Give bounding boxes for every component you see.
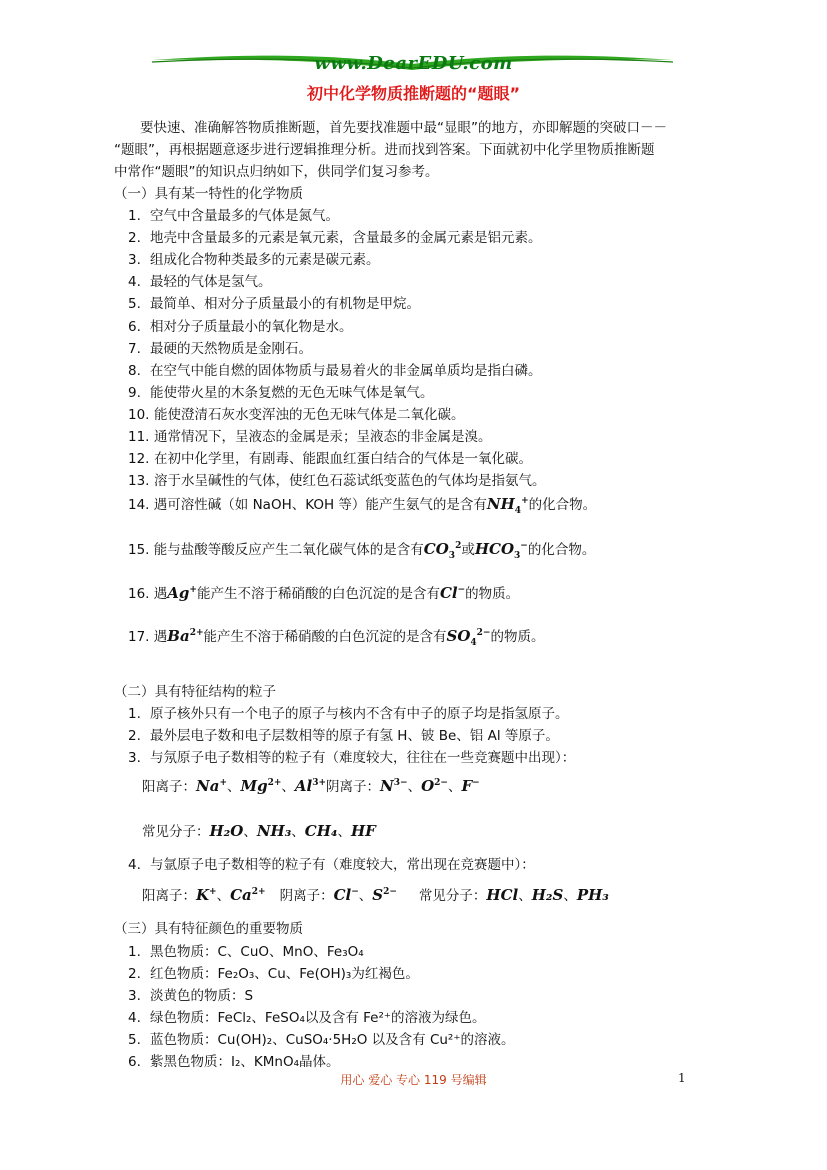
item-text: 黑色物质：C、CuO、MnO、Fe₃O₄	[150, 944, 364, 960]
ion-formula	[461, 777, 479, 795]
list-item	[128, 940, 364, 960]
separator: 、	[447, 779, 462, 795]
item-text-end: 的化合物。	[527, 542, 596, 558]
list-item	[128, 270, 272, 290]
item-text: 通常情况下，呈液态的金属是汞；呈液态的非金属是溴。	[154, 429, 492, 445]
ion-charge: −	[472, 778, 480, 788]
ion-formula	[372, 886, 397, 904]
item-text-mid: 或	[461, 542, 475, 558]
item-text: 与氩原子电子数相等的粒子有（难度较大，常出现在竞赛题中）：	[150, 857, 535, 873]
item-number: 5.	[128, 296, 141, 312]
intro-line-2: “题眼”，再根据题意逐步进行逻辑推理分析。进而找到答案。下面就初中化学里物质推断题	[114, 142, 655, 158]
ion-subscript: 4	[514, 506, 522, 516]
separator: 、	[216, 888, 231, 904]
ion-formula	[196, 886, 217, 904]
ion-symbol: HCO	[474, 540, 515, 558]
neon-cation-list	[196, 779, 326, 795]
list-item-14	[128, 493, 596, 516]
item-text: 地壳中含量最多的元素是氧元素，含量最多的金属元素是铝元素。	[150, 230, 542, 246]
ion-formula	[196, 777, 227, 795]
ion-symbol: Ca	[230, 886, 252, 904]
list-item	[128, 1050, 340, 1070]
item-text: 空气中含量最多的气体是氮气。	[150, 208, 339, 224]
molecule-formula: PH₃	[576, 886, 609, 904]
anions-label: 阴离子：	[326, 779, 381, 795]
ion-symbol: NH	[486, 495, 515, 513]
section-3-heading: （三）具有特征颜色的重要物质	[114, 921, 303, 937]
ion-symbol: S	[372, 886, 384, 904]
item-number: 3.	[128, 988, 141, 1004]
item-number: 10.	[128, 407, 150, 423]
molecule-formula: CH₄	[304, 822, 338, 840]
item-text: 遇	[153, 586, 168, 602]
ion-charge: −	[520, 541, 528, 551]
site-brand-logo[interactable]: www.DearEDU.com	[314, 53, 513, 74]
item-number: 8.	[128, 363, 141, 379]
ion-formula-chloride	[440, 584, 465, 602]
item-number: 3.	[128, 750, 141, 766]
neon-ions-row	[142, 775, 480, 795]
ion-formula	[486, 495, 529, 516]
list-item	[128, 1006, 486, 1026]
item-number: 6.	[128, 1054, 141, 1070]
ion-subscript: 3	[514, 551, 521, 561]
ion-charge: 2+	[267, 778, 282, 788]
argon-particles-row	[142, 884, 609, 904]
ion-charge: +	[219, 778, 227, 788]
ion-charge: 2−	[383, 887, 397, 897]
section-2-heading: （二）具有特征结构的粒子	[114, 684, 276, 700]
list-item	[128, 984, 253, 1004]
list-item-16	[128, 582, 519, 602]
item-text: 红色物质：Fe₂O₃、Cu、Fe(OH)₃为红褐色。	[150, 966, 419, 982]
ion-symbol: Mg	[240, 777, 268, 795]
item-number: 2.	[128, 728, 141, 744]
item-number: 17.	[128, 629, 150, 645]
item-number: 4.	[128, 857, 141, 873]
item-text: 最轻的气体是氢气。	[150, 274, 272, 290]
item-text-end: 的化合物。	[528, 497, 597, 513]
list-item	[128, 962, 419, 982]
list-item-17	[128, 625, 544, 648]
intro-line-1: 要快速、准确解答物质推断题，首先要找准题中最“显眼”的地方，亦即解题的突破口－－	[140, 120, 667, 136]
ion-charge: −	[351, 887, 359, 897]
intro-line-3: 中常作“题眼”的知识点归纳如下，供同学们复习参考。	[114, 164, 439, 180]
molecules-label: 常见分子：	[418, 888, 487, 904]
separator: 、	[243, 824, 257, 840]
ion-subscript: 4	[470, 638, 477, 648]
item-text: 原子核外只有一个电子的原子与核内不含有中子的原子均是指氢原子。	[150, 706, 569, 722]
ion-symbol: K	[196, 886, 210, 904]
list-item	[128, 204, 339, 224]
ion-charge: 2−	[434, 778, 448, 788]
item-text-mid: 能产生不溶于稀硝酸的白色沉淀的是含有	[203, 629, 447, 645]
cations-label: 阳离子：	[142, 779, 196, 795]
list-item	[128, 248, 380, 268]
ion-symbol: O	[421, 777, 435, 795]
item-number: 6.	[128, 319, 141, 335]
list-item	[128, 226, 542, 246]
list-item	[128, 425, 492, 445]
item-number: 5.	[128, 1032, 141, 1048]
separator: 、	[518, 888, 532, 904]
item-number: 4.	[128, 1010, 141, 1026]
separator: 、	[291, 824, 305, 840]
item-number: 9.	[128, 385, 141, 401]
item-text: 遇可溶性碱（如 NaOH、KOH 等）能产生氨气的是含有	[153, 497, 487, 513]
item-text: 相对分子质量最小的氧化物是水。	[150, 319, 353, 335]
ion-charge: 3−	[393, 778, 408, 788]
list-item	[128, 359, 542, 379]
molecules-label: 常见分子：	[142, 824, 210, 840]
neon-molecules-row	[142, 820, 376, 840]
item-text: 遇	[153, 629, 168, 645]
item-text: 能使澄清石灰水变浑浊的无色无味气体是二氧化碳。	[154, 407, 465, 423]
separator: 、	[563, 888, 577, 904]
ion-formula	[230, 886, 265, 904]
item-number: 4.	[128, 274, 141, 290]
item-text: 淡黄色的物质：S	[150, 988, 254, 1004]
list-item	[128, 337, 312, 357]
item-number: 11.	[128, 429, 150, 445]
item-number: 3.	[128, 252, 141, 268]
ion-formula	[380, 777, 408, 795]
ion-formula-silver	[167, 584, 197, 602]
item-number: 13.	[128, 473, 150, 489]
item-text: 与氖原子电子数相等的粒子有（难度较大，往往在一些竞赛题中出现）：	[150, 750, 576, 766]
molecule-formula: NH₃	[256, 822, 292, 840]
argon-molecule-list	[486, 888, 608, 904]
item-text: 蓝色物质：Cu(OH)₂、CuSO₄·5H₂O 以及含有 Cu²⁺的溶液。	[150, 1032, 515, 1048]
list-item	[128, 1028, 514, 1048]
item-number: 1.	[128, 944, 141, 960]
list-item	[128, 403, 465, 423]
item-text: 能使带火星的木条复燃的无色无味气体是氧气。	[150, 385, 434, 401]
ion-formula-barium	[167, 627, 203, 645]
item-text: 在空气中能自燃的固体物质与最易着火的非金属单质均是指白磷。	[150, 363, 542, 379]
ion-formula	[421, 777, 448, 795]
item-number: 1.	[128, 706, 141, 722]
item-text-mid: 能产生不溶于稀硝酸的白色沉淀的是含有	[196, 586, 440, 602]
ion-formula	[334, 886, 359, 904]
ion-charge: −	[457, 585, 466, 595]
separator: 、	[337, 824, 351, 840]
section-1-heading: （一）具有某一特性的化学物质	[114, 186, 303, 202]
ion-symbol: Cl	[333, 886, 352, 904]
item-text: 最简单、相对分子质量最小的有机物是甲烷。	[150, 296, 420, 312]
list-item-15	[128, 538, 595, 561]
item-number: 12.	[128, 451, 150, 467]
argon-anion-list	[334, 888, 397, 904]
list-item	[128, 702, 569, 722]
ion-charge: 2	[455, 541, 462, 551]
neon-molecule-list	[210, 824, 376, 840]
page-title: 初中化学物质推断题的“题眼”	[306, 84, 521, 103]
list-item	[128, 292, 420, 312]
ion-symbol: Ba	[167, 627, 190, 645]
ion-symbol: CO	[423, 540, 449, 558]
list-item	[128, 853, 535, 873]
molecule-formula: H₂O	[209, 822, 244, 840]
separator: 、	[226, 779, 241, 795]
item-text: 组成化合物种类最多的元素是碳元素。	[150, 252, 380, 268]
ion-charge: +	[521, 496, 529, 506]
ion-symbol: Ag	[167, 584, 190, 602]
ion-formula-bicarbonate	[474, 540, 528, 561]
ion-formula-carbonate	[423, 540, 462, 561]
anions-label: 阴离子：	[279, 888, 334, 904]
list-item	[128, 447, 532, 467]
ion-symbol: N	[380, 777, 394, 795]
list-item	[128, 724, 559, 744]
ion-symbol: Na	[196, 777, 220, 795]
list-item	[128, 469, 546, 489]
item-text: 绿色物质：FeCl₂、FeSO₄以及含有 Fe²⁺的溶液为绿色。	[150, 1010, 486, 1026]
ion-formula	[240, 777, 281, 795]
argon-cation-list	[196, 888, 266, 904]
item-number: 16.	[128, 586, 150, 602]
item-number: 1.	[128, 208, 141, 224]
item-text: 紫黑色物质：I₂、KMnO₄晶体。	[150, 1054, 340, 1070]
ion-symbol: SO	[446, 627, 471, 645]
separator: 、	[281, 779, 295, 795]
item-number: 7.	[128, 341, 141, 357]
ion-charge: +	[189, 585, 197, 595]
item-number: 14.	[128, 497, 150, 513]
cations-label: 阳离子：	[142, 888, 196, 904]
page-number: 1	[678, 1071, 686, 1085]
ion-charge: 3+	[312, 778, 327, 788]
footer-text: 用心 爱心 专心 119 号编辑	[340, 1073, 487, 1087]
neon-anion-list	[380, 779, 480, 795]
ion-charge: +	[209, 887, 217, 897]
separator: 、	[407, 779, 422, 795]
ion-symbol: F	[461, 777, 473, 795]
ion-formula-sulfate	[446, 627, 491, 648]
ion-symbol: Al	[294, 777, 313, 795]
list-item	[128, 315, 353, 335]
item-text: 最硬的天然物质是金刚石。	[150, 341, 312, 357]
item-text: 在初中化学里，有剧毒、能跟血红蛋白结合的气体是一氧化碳。	[154, 451, 532, 467]
item-number: 2.	[128, 230, 141, 246]
list-item	[128, 381, 434, 401]
item-number: 2.	[128, 966, 141, 982]
item-text: 最外层电子数和电子层数相等的原子有氢 H、铍 Be、铝 Al 等原子。	[150, 728, 559, 744]
item-text: 能与盐酸等酸反应产生二氧化碳气体的是含有	[153, 542, 424, 558]
item-number: 15.	[128, 542, 150, 558]
ion-charge: 2+	[189, 628, 204, 638]
list-item	[128, 746, 575, 766]
ion-charge: 2+	[251, 887, 266, 897]
molecule-formula: H₂S	[531, 886, 564, 904]
ion-formula	[295, 777, 326, 795]
separator: 、	[358, 888, 373, 904]
item-text: 溶于水呈碱性的气体，使红色石蕊试纸变蓝色的气体均是指氨气。	[154, 473, 546, 489]
ion-symbol: Cl	[439, 584, 458, 602]
ion-subscript: 3	[448, 551, 456, 561]
ion-charge: 2−	[476, 628, 491, 638]
item-text-end: 的物质。	[465, 586, 520, 602]
molecule-formula: HF	[350, 822, 376, 840]
item-text-end: 的物质。	[490, 629, 545, 645]
molecule-formula: HCl	[486, 886, 519, 904]
